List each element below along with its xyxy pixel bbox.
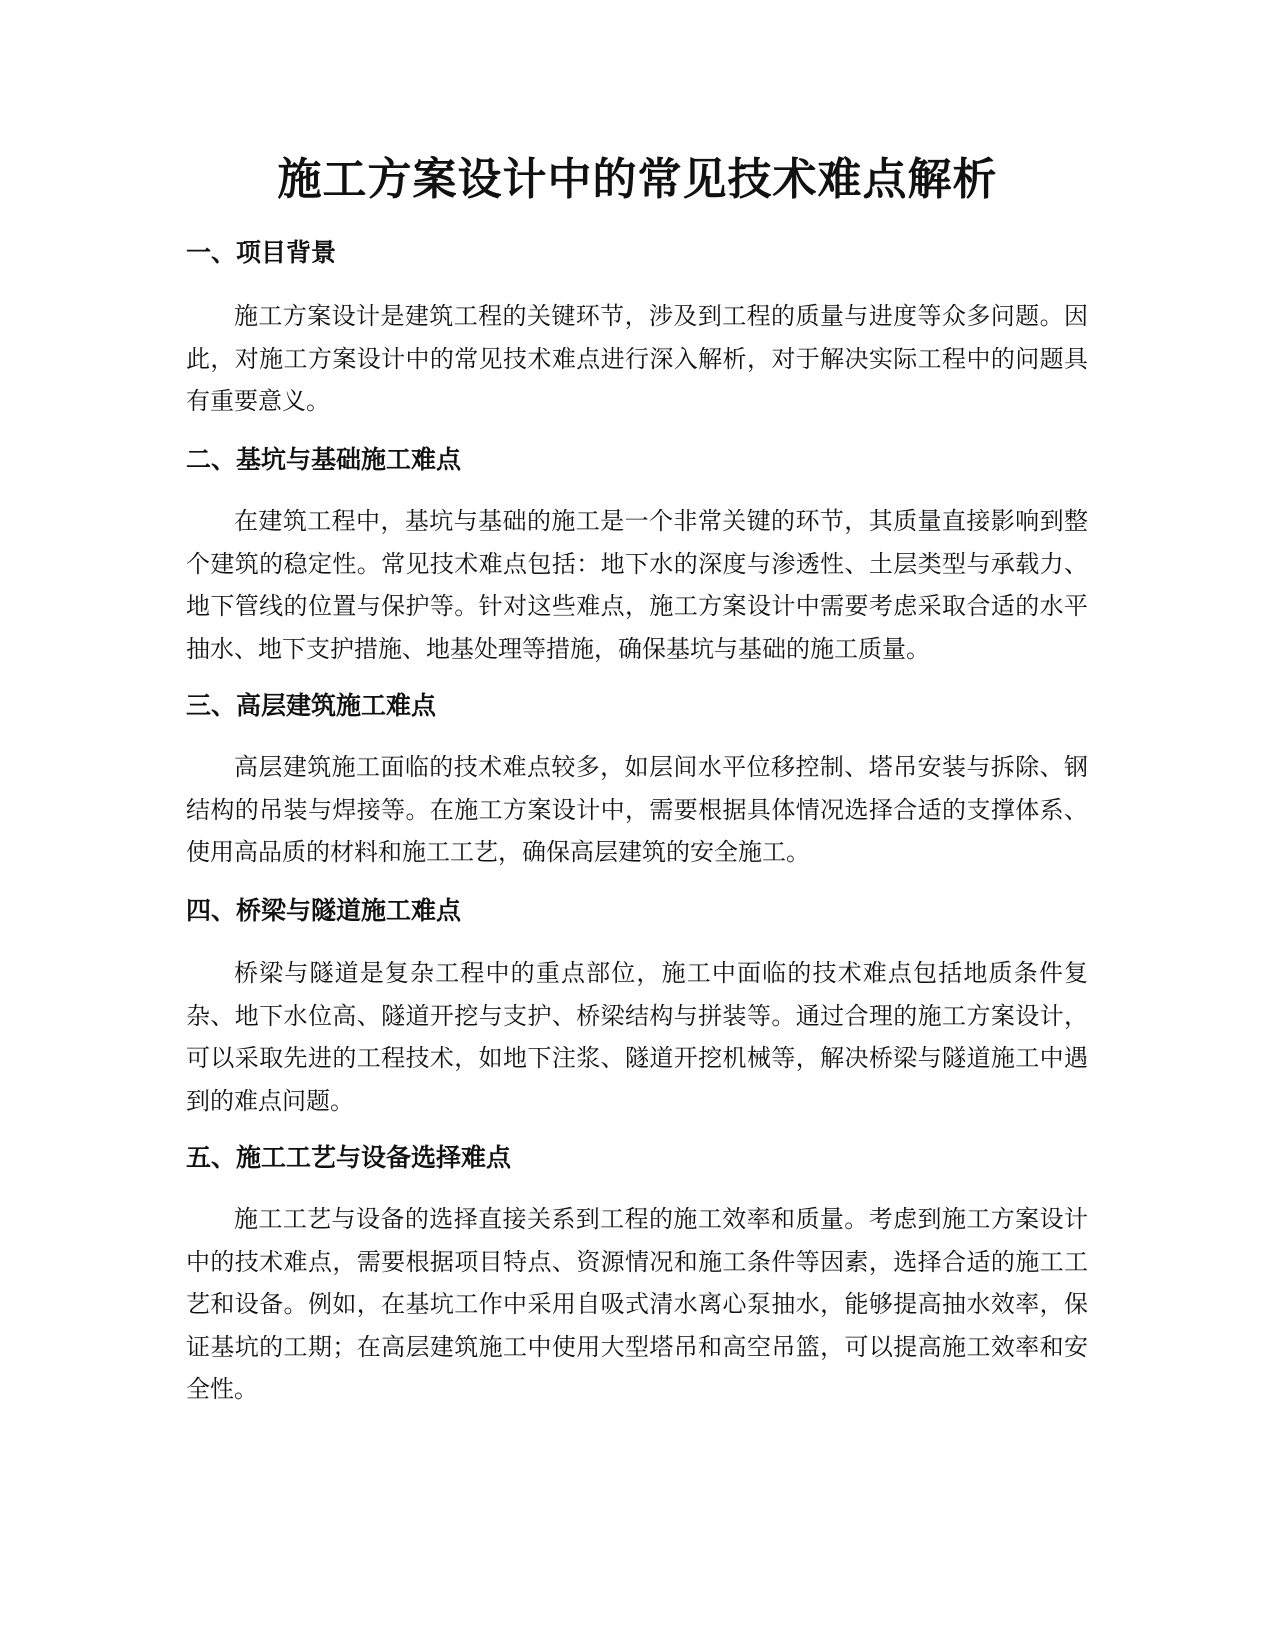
- section-body-process-equipment: 施工工艺与设备的选择直接关系到工程的施工效率和质量。考虑到施工方案设计中的技术难点，需要根据项目特点、资源情况和施工条件等因素，选择合适的施工工艺和设备。例如，在基坑工作中采用自吸式清水离心泵抽水，能够提高抽水效率，保证基坑的工期；在高层建筑施工中使用大型塔吊和高空吊篮，可以提高施工效率和安全性。: [186, 1205, 1088, 1403]
- section-heading-process-equipment: 五、施工工艺与设备选择难点: [186, 1143, 512, 1172]
- section-body-project-background: 施工方案设计是建筑工程的关键环节，涉及到工程的质量与进度等众多问题。因此，对施工方案设计中的常见技术难点进行深入解析，对于解决实际工程中的问题具有重要意义。: [186, 302, 1088, 415]
- section-heading-project-background: 一、项目背景: [186, 238, 337, 267]
- section-heading-bridge-tunnel: 四、桥梁与隧道施工难点: [186, 896, 462, 925]
- section-body-bridge-tunnel: 桥梁与隧道是复杂工程中的重点部位，施工中面临的技术难点包括地质条件复杂、地下水位高、隧道开挖与支护、桥梁结构与拼装等。通过合理的施工方案设计，可以采取先进的工程技术，如地下注浆、隧道开挖机械等，解决桥梁与隧道施工中遇到的难点问题。: [186, 959, 1088, 1115]
- section-heading-foundation-pit: 二、基坑与基础施工难点: [186, 445, 462, 474]
- section-body-high-rise: 高层建筑施工面临的技术难点较多，如层间水平位移控制、塔吊安装与拆除、钢结构的吊装与焊接等。在施工方案设计中，需要根据具体情况选择合适的支撑体系、使用高品质的材料和施工工艺，确保高层建筑的安全施工。: [186, 753, 1088, 866]
- section-heading-high-rise: 三、高层建筑施工难点: [186, 691, 437, 720]
- document-title: 施工方案设计中的常见技术难点解析: [277, 154, 998, 205]
- section-body-foundation-pit: 在建筑工程中，基坑与基础的施工是一个非常关键的环节，其质量直接影响到整个建筑的稳定性。常见技术难点包括：地下水的深度与渗透性、土层类型与承载力、地下管线的位置与保护等。针对这些难点，施工方案设计中需要考虑采取合适的水平抽水、地下支护措施、地基处理等措施，确保基坑与基础的施工质量。: [186, 507, 1088, 663]
